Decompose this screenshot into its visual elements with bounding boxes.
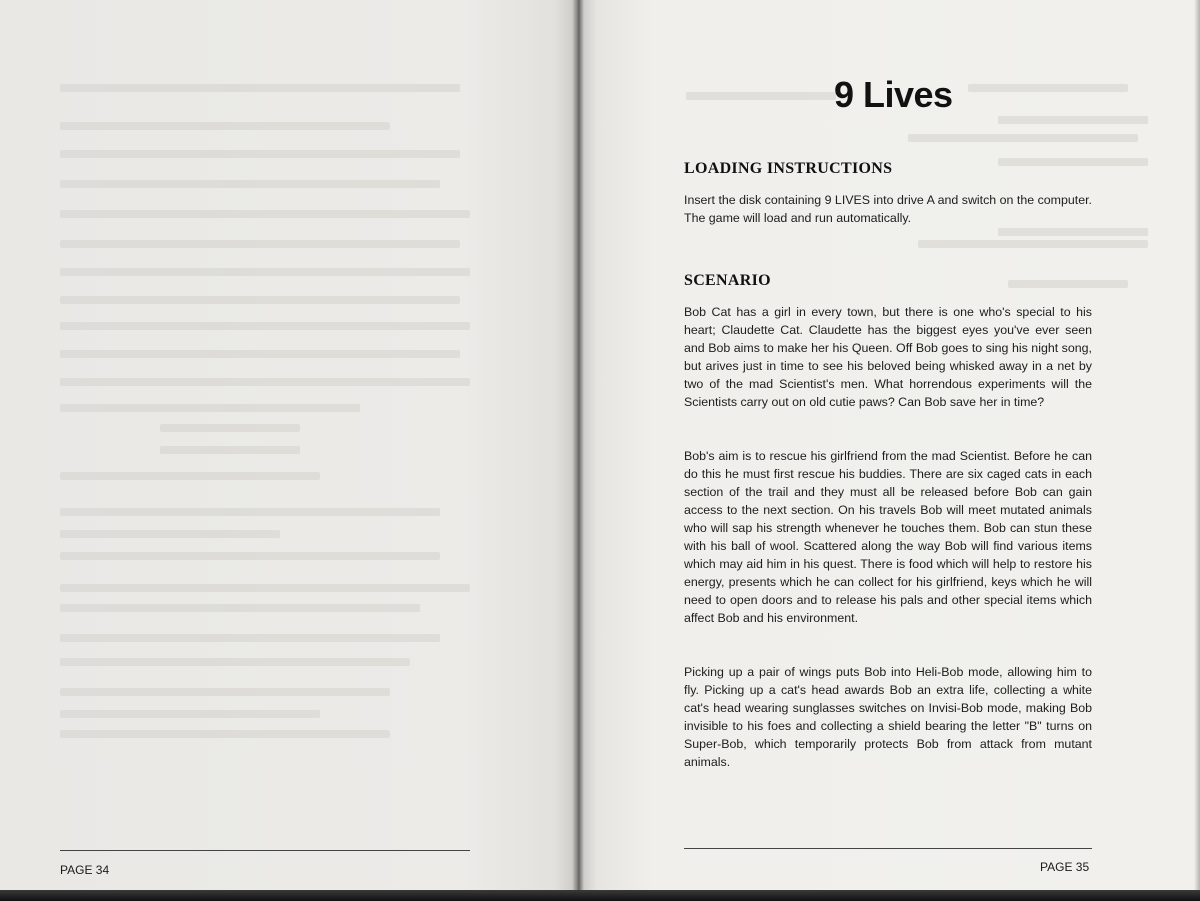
bleed-through-line	[60, 350, 460, 358]
footer-rule	[684, 848, 1092, 849]
left-page	[0, 0, 578, 901]
bleed-through-line	[60, 530, 280, 538]
scenario-paragraph-1: Bob Cat has a girl in every town, but there is one who's special to his heart; Claudette Cat. Claudette has the biggest eyes you've ever seen and Bob aims to make her his Queen. Off Bob goes to sing his night song, but arives just in time to see his beloved being whisked away in a net by two of the mad Scientist's men. What horrendous experiments will the Scientists carry out on old cutie paws? Can Bob save her in time?	[684, 305, 1092, 409]
bleed-through-line	[60, 404, 360, 412]
right-page	[578, 0, 1200, 901]
page-number-right: PAGE 35	[1040, 860, 1090, 874]
scenario-paragraph-2: Bob's aim is to rescue his girlfriend from the mad Scientist. Before he can do this he must first rescue his buddies. There are six caged cats in each section of the trail and they must all be released before Bob can gain access to the next section. On his travels Bob will meet mutated animals who will sap his strength whenever he touches them. Bob can stun these with his ball of wool. Scattered along the way Bob will find various items which may aid him in his quest. There is food which will help to restore his energy, presents which he can collect for his girlfriend, keys which he will need to open doors and to release his pals and other special items which affect Bob and his environment.	[684, 449, 1092, 625]
bleed-through-line	[60, 710, 320, 718]
scenario-paragraph-3: Picking up a pair of wings puts Bob into Heli-Bob mode, allowing him to fly. Picking up a cat's head awards Bob an extra life, collecting a white cat's head wearing sunglasses switches on Invisi-Bob mode, making Bob invisible to his foes and collecting a shield bearing the letter "B" turns on Super-Bob, which temporarily protects Bob from attack from mutant animals.	[684, 665, 1092, 769]
bleed-through-line	[60, 604, 420, 612]
loading-instructions-paragraph: Insert the disk containing 9 LIVES into drive A and switch on the computer. The game will load and run automatically.	[684, 193, 1092, 225]
bleed-through-line	[998, 228, 1148, 236]
bleed-through-line	[60, 508, 440, 516]
bleed-through-line	[998, 116, 1148, 124]
bleed-through-line	[60, 322, 470, 330]
bleed-through-line	[160, 424, 300, 432]
bleed-through-line	[60, 180, 440, 188]
bleed-through-line	[60, 584, 470, 592]
bleed-through-line	[60, 296, 460, 304]
book-spine-shadow	[572, 0, 584, 901]
bleed-through-line	[60, 84, 460, 92]
bleed-through-line	[60, 150, 460, 158]
bleed-through-line	[918, 240, 1148, 248]
document-title: 9 Lives	[834, 74, 953, 115]
bleed-through-line	[968, 84, 1128, 92]
bleed-through-line	[60, 634, 440, 642]
footer-rule	[60, 850, 470, 851]
bleed-through-line	[60, 268, 470, 276]
bleed-through-line	[60, 210, 470, 218]
bleed-through-line	[160, 446, 300, 454]
bleed-through-line	[998, 158, 1148, 166]
section-heading-loading-instructions: LOADING INSTRUCTIONS	[684, 160, 893, 177]
bleed-through-line	[60, 658, 410, 666]
bleed-through-line	[60, 472, 320, 480]
page-number-left: PAGE 34	[60, 863, 110, 877]
bleed-through-line	[60, 240, 460, 248]
section-heading-scenario: SCENARIO	[684, 272, 771, 289]
bleed-through-line	[60, 378, 470, 386]
page-edge-shadow	[1194, 0, 1200, 901]
bleed-through-line	[686, 92, 836, 100]
scan-bottom-edge	[0, 890, 1200, 901]
bleed-through-line	[60, 122, 390, 130]
bleed-through-line	[60, 730, 390, 738]
bleed-through-line	[60, 688, 390, 696]
bleed-through-line	[60, 552, 440, 560]
bleed-through-line	[908, 134, 1138, 142]
bleed-through-line	[1008, 280, 1128, 288]
